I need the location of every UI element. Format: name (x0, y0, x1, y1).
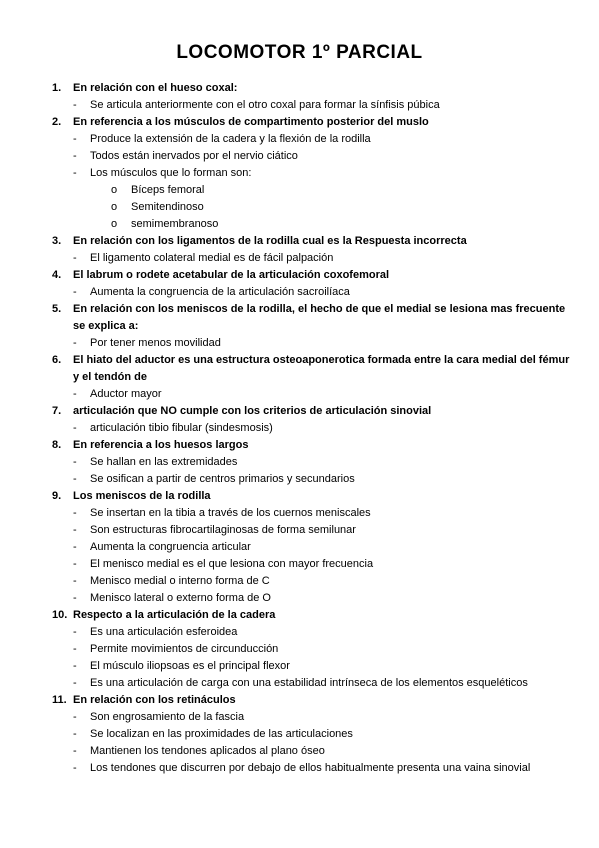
answer-text: Se articula anteriormente con el otro coxal para formar la sínfisis púbica (90, 99, 440, 111)
answer-item (52, 726, 572, 743)
dash-marker: - (73, 252, 77, 264)
dash-marker: - (73, 133, 77, 145)
answer-text: Los músculos que lo forman son: (90, 167, 252, 179)
answer-item (52, 760, 572, 777)
answer-text: Permite movimientos de circunducción (90, 643, 279, 655)
answer-item (52, 573, 572, 590)
dash-marker: - (73, 456, 77, 468)
answer-item (52, 658, 572, 675)
sub-answer-text: Semitendinoso (131, 201, 204, 213)
question-text: Los meniscos de la rodilla (73, 490, 211, 502)
answer-item (52, 97, 572, 114)
answer-text: Los tendones que discurren por debajo de ellos habitualmente presenta una vaina sinovial (90, 762, 531, 774)
answer-item (52, 556, 572, 573)
dash-marker: - (73, 626, 77, 638)
question-item (52, 692, 572, 777)
answer-item (52, 131, 572, 148)
answer-item (52, 148, 572, 165)
dash-marker: - (73, 150, 77, 162)
answer-item (52, 386, 572, 403)
answer-item (52, 539, 572, 556)
answer-item (52, 471, 572, 488)
answer-item (52, 420, 572, 437)
dash-marker: - (73, 99, 77, 111)
dash-marker: - (73, 422, 77, 434)
dash-marker: - (73, 507, 77, 519)
question-heading (52, 80, 572, 97)
question-heading (52, 301, 572, 335)
question-item (52, 403, 572, 437)
answer-item (52, 743, 572, 760)
answer-item (52, 624, 572, 641)
answer-text: Por tener menos movilidad (90, 337, 221, 349)
dash-marker: - (73, 762, 77, 774)
dash-marker: - (73, 558, 77, 570)
dash-marker: - (73, 167, 77, 179)
question-item (52, 437, 572, 488)
question-heading (52, 488, 572, 505)
answer-item (52, 641, 572, 658)
dash-marker: - (73, 660, 77, 672)
question-text: En relación con los meniscos de la rodilla, el hecho de que el medial se lesiona mas frecuente se explica a: (73, 303, 566, 332)
answer-text: Se hallan en las extremidades (90, 456, 238, 468)
question-heading (52, 114, 572, 131)
answer-item (52, 165, 572, 182)
question-item (52, 352, 572, 403)
answer-text: Menisco lateral o externo forma de O (90, 592, 271, 604)
answer-text: Se insertan en la tibia a través de los cuernos meniscales (90, 507, 371, 519)
dash-marker: - (73, 388, 77, 400)
answer-item (52, 335, 572, 352)
question-number: 8. (52, 439, 62, 451)
dash-marker: - (73, 711, 77, 723)
answer-text: El músculo iliopsoas es el principal flexor (90, 660, 290, 672)
question-heading (52, 607, 572, 624)
sub-answer-item (52, 216, 572, 233)
question-number: 2. (52, 116, 62, 128)
question-item (52, 114, 572, 233)
answer-item (52, 505, 572, 522)
question-item (52, 488, 572, 607)
question-item (52, 607, 572, 692)
question-item (52, 267, 572, 301)
sub-answer-item (52, 182, 572, 199)
circle-bullet-marker: o (111, 184, 118, 196)
dash-marker: - (73, 286, 77, 298)
answer-item (52, 250, 572, 267)
answer-text: Son estructuras fibrocartilaginosas de forma semilunar (90, 524, 356, 536)
question-number: 6. (52, 354, 62, 366)
answer-text: Es una articulación de carga con una estabilidad intrínseca de los elementos esqueléticos (90, 677, 528, 689)
sub-answer-text: semimembranoso (131, 218, 219, 230)
question-text: En relación con el hueso coxal: (73, 82, 238, 94)
question-text: El hiato del aductor es una estructura osteoaponerotica formada entre la cara medial del fémur y el tendón de (73, 354, 570, 383)
question-heading (52, 267, 572, 284)
answer-text: Se osifican a partir de centros primarios y secundarios (90, 473, 355, 485)
question-number: 7. (52, 405, 62, 417)
question-heading (52, 403, 572, 420)
question-text: En relación con los ligamentos de la rodilla cual es la Respuesta incorrecta (73, 235, 467, 247)
dash-marker: - (73, 592, 77, 604)
dash-marker: - (73, 524, 77, 536)
answer-item (52, 675, 572, 692)
question-text: En relación con los retináculos (73, 694, 236, 706)
question-number: 1. (52, 82, 62, 94)
dash-marker: - (73, 541, 77, 553)
answer-text: Se localizan en las proximidades de las articulaciones (90, 728, 353, 740)
question-number: 3. (52, 235, 62, 247)
question-number: 5. (52, 303, 62, 315)
dash-marker: - (73, 643, 77, 655)
question-heading (52, 233, 572, 250)
answer-text: Es una articulación esferoidea (90, 626, 238, 638)
answer-text: articulación tibio fibular (sindesmosis) (90, 422, 273, 434)
answer-text: Son engrosamiento de la fascia (90, 711, 245, 723)
dash-marker: - (73, 473, 77, 485)
sub-answer-item (52, 199, 572, 216)
question-text: En referencia a los músculos de compartimento posterior del muslo (73, 116, 429, 128)
answer-item (52, 590, 572, 607)
dash-marker: - (73, 745, 77, 757)
answer-text: El ligamento colateral medial es de fácil palpación (90, 252, 334, 264)
question-text: Respecto a la articulación de la cadera (73, 609, 276, 621)
answer-text: Mantienen los tendones aplicados al plano óseo (90, 745, 325, 757)
question-number: 4. (52, 269, 62, 281)
question-heading (52, 437, 572, 454)
dash-marker: - (73, 575, 77, 587)
question-list (52, 80, 572, 777)
dash-marker: - (73, 677, 77, 689)
question-number: 9. (52, 490, 62, 502)
answer-text: Produce la extensión de la cadera y la flexión de la rodilla (90, 133, 371, 145)
answer-item (52, 522, 572, 539)
answer-text: Aumenta la congruencia de la articulación sacroilíaca (90, 286, 350, 298)
question-number: 10. (52, 609, 68, 621)
question-heading (52, 692, 572, 709)
answer-text: Aumenta la congruencia articular (90, 541, 251, 553)
document-title: LOCOMOTOR 1º PARCIAL (176, 42, 423, 63)
question-heading (52, 352, 572, 386)
question-text: El labrum o rodete acetabular de la articulación coxofemoral (73, 269, 390, 281)
question-text: En referencia a los huesos largos (73, 439, 249, 451)
answer-text: Todos están inervados por el nervio ciático (90, 150, 298, 162)
dash-marker: - (73, 728, 77, 740)
dash-marker: - (73, 337, 77, 349)
answer-item (52, 709, 572, 726)
question-item (52, 301, 572, 352)
question-item (52, 80, 572, 114)
answer-item (52, 454, 572, 471)
sub-answer-text: Bíceps femoral (131, 184, 205, 196)
answer-text: Aductor mayor (90, 388, 162, 400)
answer-text: Menisco medial o interno forma de C (90, 575, 270, 587)
question-item (52, 233, 572, 267)
answer-item (52, 284, 572, 301)
question-number: 11. (52, 694, 67, 706)
answer-text: El menisco medial es el que lesiona con mayor frecuencia (90, 558, 374, 570)
question-text: articulación que NO cumple con los criterios de articulación sinovial (73, 405, 432, 417)
circle-bullet-marker: o (111, 201, 118, 213)
circle-bullet-marker: o (111, 218, 118, 230)
